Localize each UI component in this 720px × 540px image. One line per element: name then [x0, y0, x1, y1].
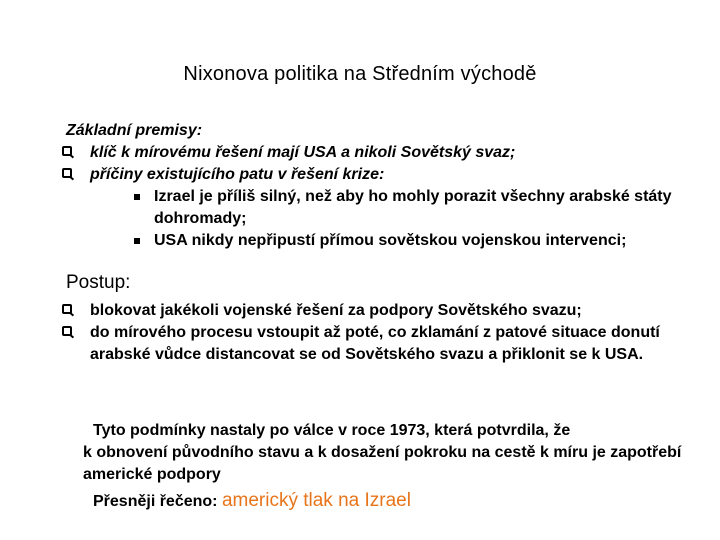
- sub-list-item: [126, 186, 702, 230]
- checkbox-bullet-icon: [62, 168, 72, 178]
- procedure-list: [62, 300, 712, 366]
- procedure-text: blokovat jakékoli vojenské řešení za podpory Sovětského svazu;: [90, 302, 582, 319]
- procedure-heading: Postup:: [66, 272, 131, 293]
- checkbox-bullet-icon: [62, 326, 72, 336]
- sub-list-item: [126, 230, 702, 252]
- slide-title: Nixonova politika na Středním východě: [183, 63, 537, 85]
- checkbox-bullet-icon: [62, 146, 72, 156]
- list-item: [62, 300, 712, 322]
- precisely-accent: americký tlak na Izrael: [221, 490, 411, 511]
- conclusion-line: Tyto podmínky nastaly po válce v roce 1973, která potvrdila, že: [93, 422, 571, 439]
- premise-text: klíč k mírovému řešení mají USA a nikoli Sovětský svaz;: [90, 144, 516, 161]
- premise-sub-list: [90, 186, 702, 252]
- conclusion-line: k obnovení původního stavu a k dosažení pokroku na cestě k míru je zapotřebí americké podpory: [83, 444, 682, 483]
- conclusion-paragraph: [83, 420, 693, 486]
- square-bullet-icon: [134, 238, 140, 244]
- procedure-text: do mírového procesu vstoupit až poté, co zklamání z patové situace donutí arabské vůdce distancovat se od Sovětského svazu a přiklonit se k USA.: [90, 324, 660, 363]
- premises-list: [62, 142, 702, 252]
- sub-item-text: Izrael je příliš silný, než aby ho mohly porazit všechny arabské státy dohromady;: [154, 188, 672, 227]
- list-item: [62, 164, 702, 252]
- sub-item-text: USA nikdy nepřipustí přímou sovětskou vojenskou intervenci;: [154, 232, 627, 249]
- list-item: [62, 322, 712, 366]
- list-item: [62, 142, 702, 164]
- premises-heading: Základní premisy:: [66, 122, 203, 139]
- square-bullet-icon: [134, 194, 140, 200]
- precisely-line: [93, 490, 411, 513]
- precisely-label: Přesněji řečeno:: [93, 493, 218, 510]
- premise-text: příčiny existujícího patu v řešení krize:: [90, 166, 385, 183]
- checkbox-bullet-icon: [62, 304, 72, 314]
